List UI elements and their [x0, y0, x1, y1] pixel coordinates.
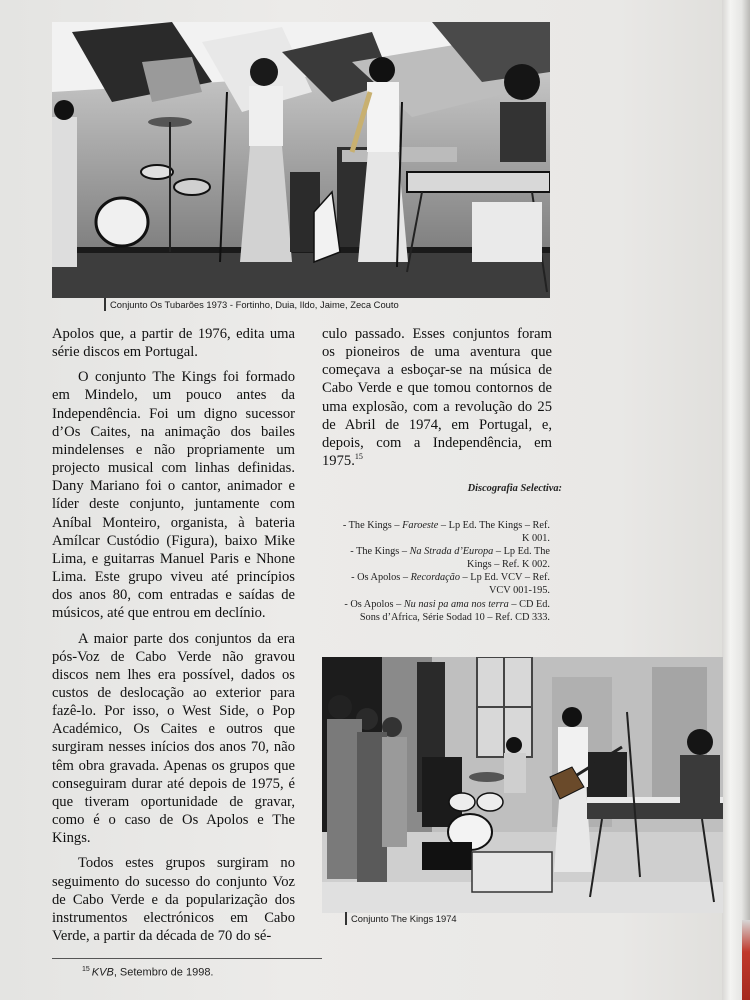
right-column [322, 325, 552, 470]
footnote-rule [52, 958, 322, 959]
discography-title: Discografia Selectiva: [467, 483, 562, 494]
footnote [82, 966, 214, 979]
photo-the-kings [322, 657, 723, 913]
discography-item: - Os Apolos – Nu nasi pa ama nos terra – CD Ed. Sons d’Africa, Série Sodad 10 – Ref. CD 333. [344, 598, 550, 623]
discography-item: - The Kings – Na Strada d’Europa – Lp Ed. The Kings – Ref. K 002. [350, 546, 550, 571]
cover-edge [742, 920, 750, 1000]
footnote-ref: 15 [354, 452, 363, 462]
paragraph-3: A maior parte dos conjuntos da era pós-Voz de Cabo Verde não gravou discos nem lhes era possível, dados os custos de deslocação ao exterior para fazê-lo. Por isso, o West Side, o Pop Académico, Os Caites e outros que surgiram nesses inícios dos anos 70, não têm obra gravada. Apenas os grupos que conseguiram durar até depois de 1975, é que tiveram oportunidade de gravar, como é o caso de Os Apolos e The Kings. [52, 630, 295, 847]
photo-caption-top: Conjunto Os Tubarões 1973 - Fortinho, Duia, Ildo, Jaime, Zeca Couto [104, 298, 399, 311]
discography-item: - The Kings – Faroeste – Lp Ed. The Kings – Ref. K 001. [342, 520, 550, 545]
footnote-source: KVB [91, 966, 114, 979]
paragraph-right-text: culo passado. Esses conjuntos foram os pioneiros de uma aventura que começava a esboçar-se na música de Cabo Verde e que tomou contornos de uma explosão, com a revolução do 25 de Abril de 1974, em Portugal, e, depois, com a Independência, em 1975. [322, 326, 552, 470]
paragraph-4: Todos estes grupos surgiram no seguimento do sucesso do conjunto Voz de Cabo Verde e da popularização dos instrumentos electrónicos em Cabo Verde, a partir da década de 70 do sé- [52, 855, 295, 944]
photo-os-tubaroes [52, 22, 550, 298]
paragraph-2: O conjunto The Kings foi formado em Mindelo, um pouco antes da Independência. Foi um digno sucessor d’Os Caites, na animação dos bailes mindelenses e não propriamente um projecto musical com linhas definidas. Dany Mariano foi o cantor, animador e líder deste conjunto, juntamente com Aníbal Monteiro, organista, à bateria Amílcar Custódio (Figura), baixo Mike Lima, e guitarras Manuel Paris e Nhone Lima. Este grupo viveu até princípios dos anos 80, com entradas e saídas de músicos, até que entrou em declínio. [52, 369, 295, 622]
discography-list [312, 519, 550, 624]
discography-item: - Os Apolos – Recordação – Lp Ed. VCV – Ref. VCV 001-195. [351, 572, 550, 597]
left-column [52, 325, 295, 945]
photo-caption-bottom: Conjunto The Kings 1974 [345, 912, 457, 925]
footnote-number: 15 [82, 966, 90, 973]
paragraph-1: Apolos que, a partir de 1976, edita uma série discos em Portugal. [52, 326, 295, 361]
page-edge [722, 0, 750, 1000]
paragraph-right [322, 325, 552, 470]
footnote-text: , Setembro de 1998. [113, 966, 214, 979]
